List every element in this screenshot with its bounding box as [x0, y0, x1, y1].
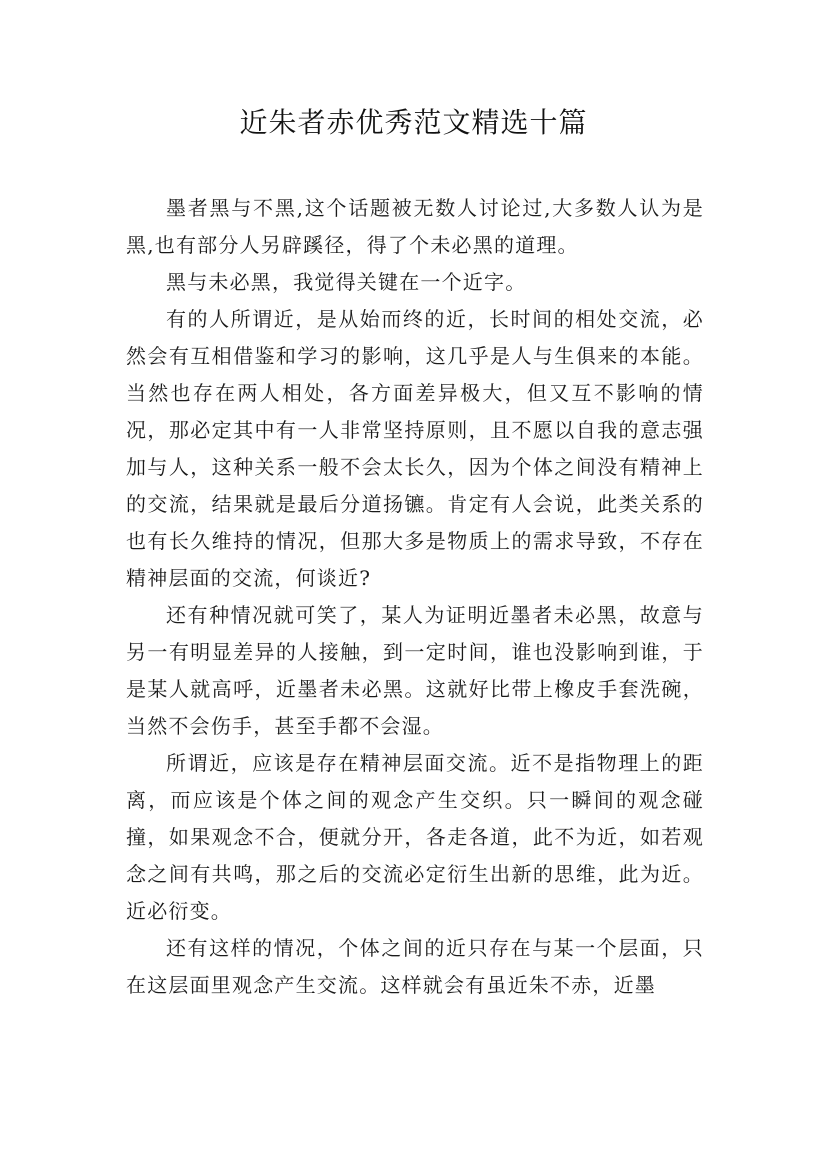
paragraph: 还有这样的情况，个体之间的近只存在与某一个层面，只在这层面里观念产生交流。这样就会有虽近朱不赤，近墨: [126, 936, 704, 997]
document-title: 近朱者赤优秀范文精选十篇: [239, 106, 588, 139]
paragraph: 所谓近，应该是存在精神层面交流。近不是指物理上的距离，而应该是个体之间的观念产生交织。只一瞬间的观念碰撞，如果观念不合，便就分开，各走各道，此不为近，如若观念之间有共鸣，那之后的交流必定衍生出新的思维，此为近。近必衍变。: [126, 751, 704, 923]
document-body: [126, 190, 704, 1004]
paragraph: 墨者黑与不黑,这个话题被无数人讨论过,大多数人认为是黑,也有部分人另辟蹊径，得了个未必黑的道理。: [126, 196, 704, 257]
paragraph: 有的人所谓近，是从始而终的近，长时间的相处交流，必然会有互相借鉴和学习的影响，这几乎是人与生俱来的本能。当然也存在两人相处，各方面差异极大，但又互不影响的情况，那必定其中有一人非常坚持原则，且不愿以自我的意志强加与人，这种关系一般不会太长久，因为个体之间没有精神上的交流，结果就是最后分道扬镳。肯定有人会说，此类关系的也有长久维持的情况，但那大多是物质上的需求导致，不存在精神层面的交流，何谈近?: [126, 307, 704, 590]
paragraph: 黑与未必黑，我觉得关键在一个近字。: [166, 270, 527, 294]
paragraph: 还有种情况就可笑了，某人为证明近墨者未必黑，故意与另一有明显差异的人接触，到一定时间，谁也没影响到谁，于是某人就高呼，近墨者未必黑。这就好比带上橡皮手套洗碗，当然不会伤手，甚至手都不会湿。: [126, 603, 704, 738]
